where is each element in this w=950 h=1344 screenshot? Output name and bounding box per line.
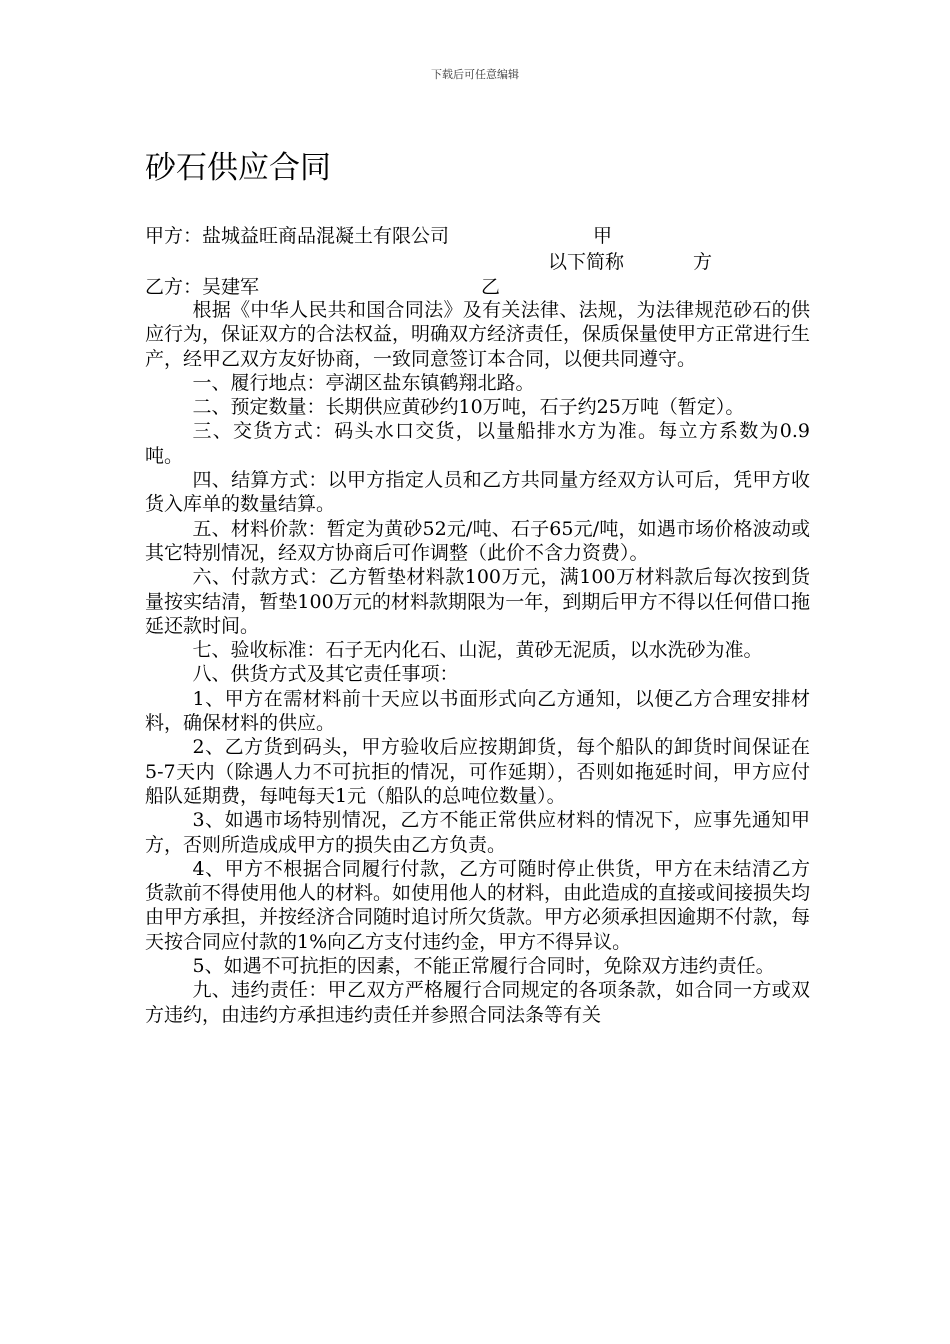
party-b-name: 乙方：吴建军 bbox=[145, 276, 260, 298]
party-a-alias-prefix: 以下简称 bbox=[548, 251, 625, 273]
paragraph-clause-8-item-5: 5、如遇不可抗拒的因素，不能正常履行合同时，免除双方违约责任。 bbox=[192, 955, 775, 978]
document-title: 砂石供应合同 bbox=[145, 150, 331, 186]
party-a-alias-char-2: 方 bbox=[693, 251, 713, 273]
party-a-alias-char-1: 甲 bbox=[593, 225, 613, 247]
contract-body bbox=[145, 298, 810, 1027]
paragraph-clause-8-item-4: 4、甲方不根据合同履行付款，乙方可随时停止供货，甲方在未结清乙方货款前不得使用他人的材料。如使用他人的材料，由此造成的直接或间接损失均由甲方承担，并按经济合同随时追讨所欠货款。甲方必须承担因逾期不付款，每天按合同应付款的1%向乙方支付违约金，甲方不得异议。 bbox=[145, 857, 811, 953]
paragraph-clause-3: 三、交货方式：码头水口交货，以量船排水方为准。每立方系数为0.9吨。 bbox=[145, 420, 810, 467]
paragraph-clause-4: 四、结算方式：以甲方指定人员和乙方共同量方经双方认可后，凭甲方收货入库单的数量结算。 bbox=[145, 469, 810, 516]
paragraph-clause-2: 二、预定数量：长期供应黄砂约10万吨，石子约25万吨（暂定）。 bbox=[192, 396, 745, 419]
party-a-name: 甲方：盐城益旺商品混凝土有限公司 bbox=[145, 225, 450, 247]
paragraph-clause-8: 八、供货方式及其它责任事项： bbox=[192, 663, 459, 686]
paragraph-clause-1: 一、履行地点：亭湖区盐东镇鹤翔北路。 bbox=[192, 371, 535, 394]
paragraph-clause-8-item-2: 2、乙方货到码头，甲方验收后应按期卸货，每个船队的卸货时间保证在5-7天内（除遇人力不可抗拒的情况，可作延期），否则如拖延时间，甲方应付船队延期费，每吨每天1元（船队的总吨位数量）。 bbox=[145, 736, 810, 807]
party-b-alias-char-1: 乙 bbox=[481, 276, 501, 298]
paragraph-clause-9: 九、违约责任：甲乙双方严格履行合同规定的各项条款，如合同一方或双方违约，由违约方承担违约责任并参照合同法条等有关 bbox=[145, 979, 810, 1026]
paragraph-preamble: 根据《中华人民共和国合同法》及有关法律、法规，为法律规范砂石的供应行为，保证双方的合法权益，明确双方经济责任，保质保量使甲方正常进行生产，经甲乙双方友好协商，一致同意签订本合同，以便共同遵守。 bbox=[145, 299, 811, 370]
header-note: 下载后可任意编辑 bbox=[431, 68, 519, 81]
paragraph-clause-5: 五、材料价款：暂定为黄砂52元/吨、石子65元/吨，如遇市场价格波动或其它特别情况，经双方协商后可作调整（此价不含力资费）。 bbox=[145, 517, 810, 564]
paragraph-clause-7: 七、验收标准：石子无内化石、山泥，黄砂无泥质，以水洗砂为准。 bbox=[192, 639, 763, 662]
paragraph-clause-6: 六、付款方式：乙方暂垫材料款100万元，满100万材料款后每次按到货量按实结清，暂垫100万元的材料款期限为一年，到期后甲方不得以任何借口拖延还款时间。 bbox=[145, 566, 810, 637]
paragraph-clause-8-item-3: 3、如遇市场特别情况，乙方不能正常供应材料的情况下，应事先通知甲方，否则所造成成甲方的损失由乙方负责。 bbox=[145, 809, 810, 856]
paragraph-clause-8-item-1: 1、甲方在需材料前十天应以书面形式向乙方通知，以便乙方合理安排材料，确保材料的供应。 bbox=[145, 687, 810, 735]
